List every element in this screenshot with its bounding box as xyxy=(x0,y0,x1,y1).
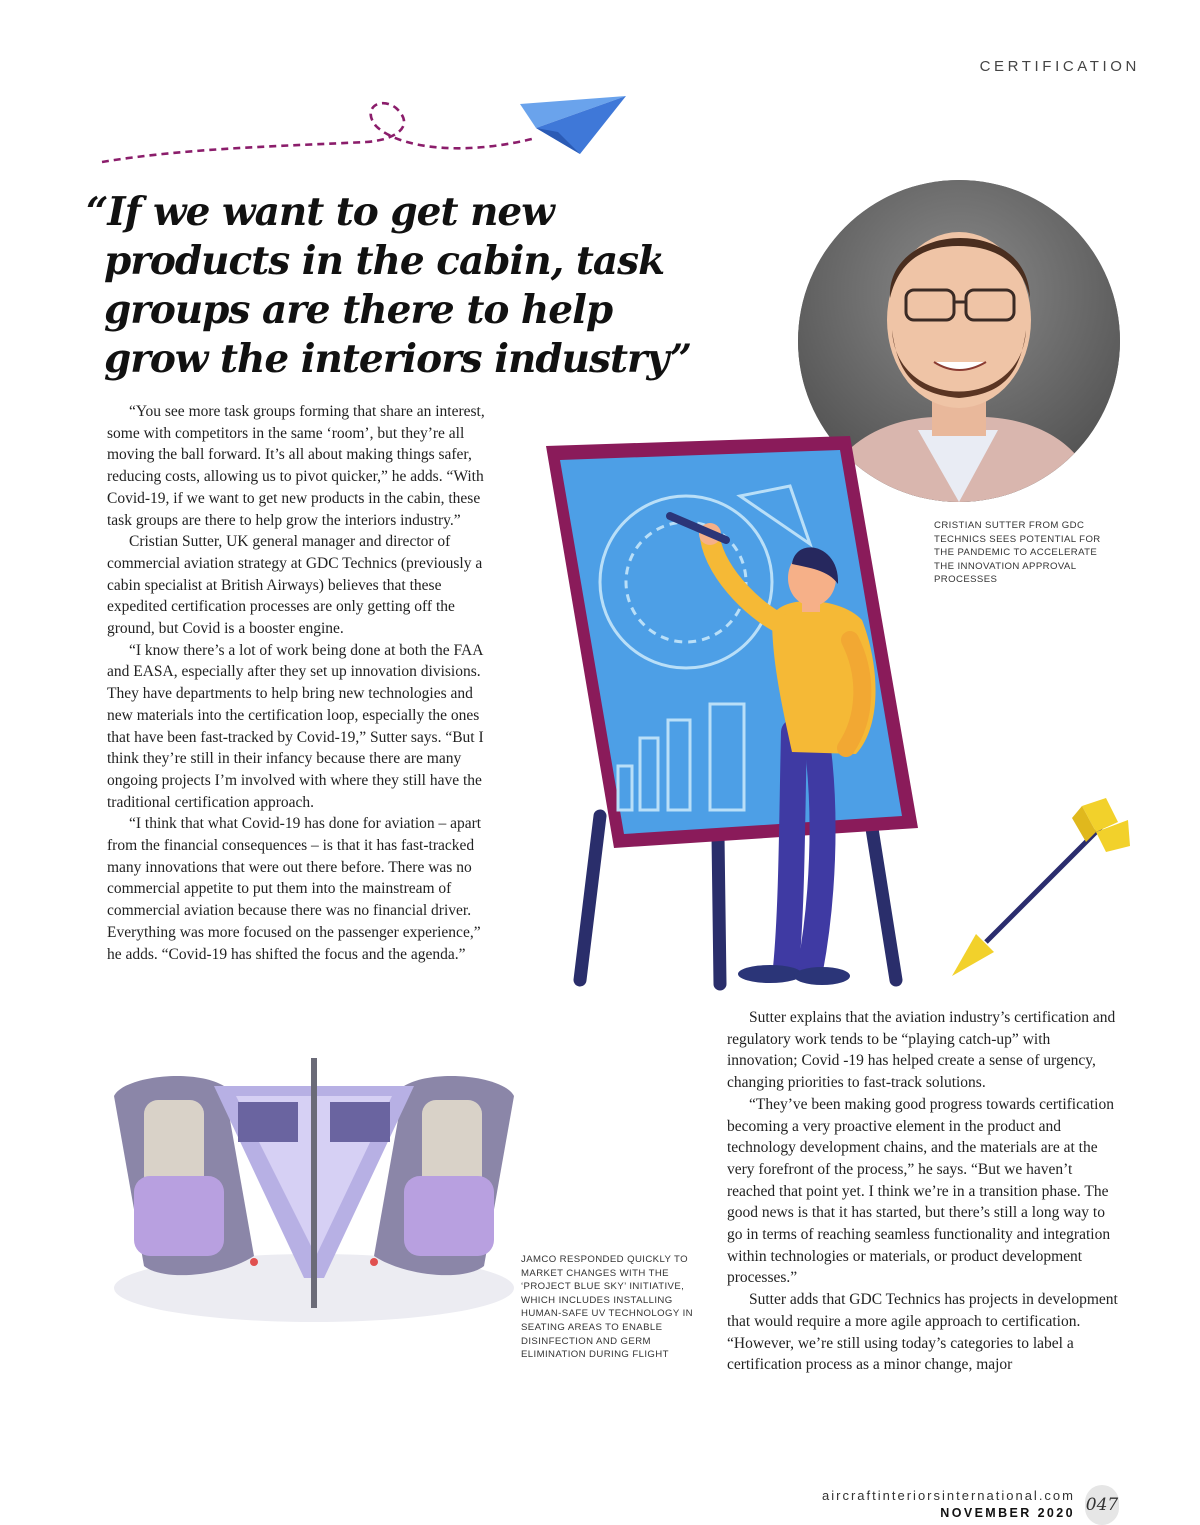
pull-quote-line: products in the cabin, task xyxy=(104,238,665,284)
footer-website: aircraftinteriorsinternational.com xyxy=(822,1488,1075,1503)
article-paragraph: “You see more task groups forming that share an interest, some with competitors in the same ‘room’, but they’re all moving the ball forward. It’s all about making things safer, reducing costs, allowing us to pivot quicker,” he adds. “With Covid-19, if we want to get new products in the cabin, these task groups are there to help grow the interiors industry.” xyxy=(107,403,485,529)
page-number: 047 xyxy=(1085,1485,1119,1525)
seat-product-image xyxy=(104,1056,524,1326)
article-paragraph: Sutter explains that the aviation industry’s certification and regulatory work tends to be “playing catch-up” with innovation; Covid -19 has helped create a sense of urgency, changing priorities to fast-track solutions. xyxy=(727,1009,1116,1092)
pull-quote-line: grow the interiors industry” xyxy=(104,336,692,382)
paper-plane-icon xyxy=(520,96,626,154)
article-paragraph: Sutter adds that GDC Technics has projects in development that would require a more agile approach to certification. “However, we’re still using today’s categories to label a certification process as a minor change, major xyxy=(727,1291,1118,1374)
article-column-left xyxy=(107,401,499,965)
section-label: CERTIFICATION xyxy=(979,58,1140,75)
article-column-right xyxy=(727,1007,1123,1376)
arrow-icon xyxy=(946,796,1136,982)
article-paragraph: “I think that what Covid-19 has done for aviation – apart from the financial consequences – is that it has fast-tracked many innovations that were out there before. There was no commercial appetite to put them into the mainstream of commercial aviation because there was no financial driver. Everything was more focused on the passenger experience,” he adds. “Covid-19 has shifted the focus and the agenda.” xyxy=(107,815,482,963)
pull-quote-line: “If we want to get new xyxy=(86,189,554,235)
portrait-caption: CRISTIAN SUTTER FROM GDC TECHNICS SEES POTENTIAL FOR THE PANDEMIC TO ACCELERATE THE INNOVATION APPROVAL PROCESSES xyxy=(934,520,1101,586)
article-paragraph: “I know there’s a lot of work being done at both the FAA and EASA, especially after they set up innovation divisions. They have departments to help bring new technologies and new materials into the certification loop, especially the ones that have been fast-tracked by Covid-19,” Sutter says. “But I think they’re still in their infancy because there are many ongoing projects I’m involved with where they still have the traditional certification approach. xyxy=(107,641,484,811)
footer-issue-date: NOVEMBER 2020 xyxy=(940,1506,1075,1520)
seat-caption: JAMCO RESPONDED QUICKLY TO MARKET CHANGES WITH THE ‘PROJECT BLUE SKY’ INITIATIVE, WHICH INCLUDES INSTALLING HUMAN-SAFE UV TECHNOLOGY IN SEATING AREAS TO ENABLE DISINFECTION AND GERM ELIMINATION DURING FLIGHT xyxy=(521,1254,693,1361)
easel-illustration xyxy=(540,436,920,992)
article-paragraph: “They’ve been making good progress towards certification becoming a very proactive element in the product and technology development chains, and the materials are at the very forefront of the process,” he says. “But we haven’t reached that point yet. I think we’re in a transition phase. The good news is that it has started, but there’s still a long way to go in terms of reaching seamless functionality and integration within technologies or materials, or product development processes.” xyxy=(727,1095,1114,1287)
pull-quote xyxy=(86,188,726,384)
pull-quote-line: groups are there to help xyxy=(104,287,613,333)
flight-path-decoration xyxy=(96,88,636,178)
article-paragraph: Cristian Sutter, UK general manager and director of commercial aviation strategy at GDC Technics (previously a cabin specialist at British Airways) believes that these expedited certification processes are only getting off the ground, but Covid is a booster engine. xyxy=(107,533,483,638)
